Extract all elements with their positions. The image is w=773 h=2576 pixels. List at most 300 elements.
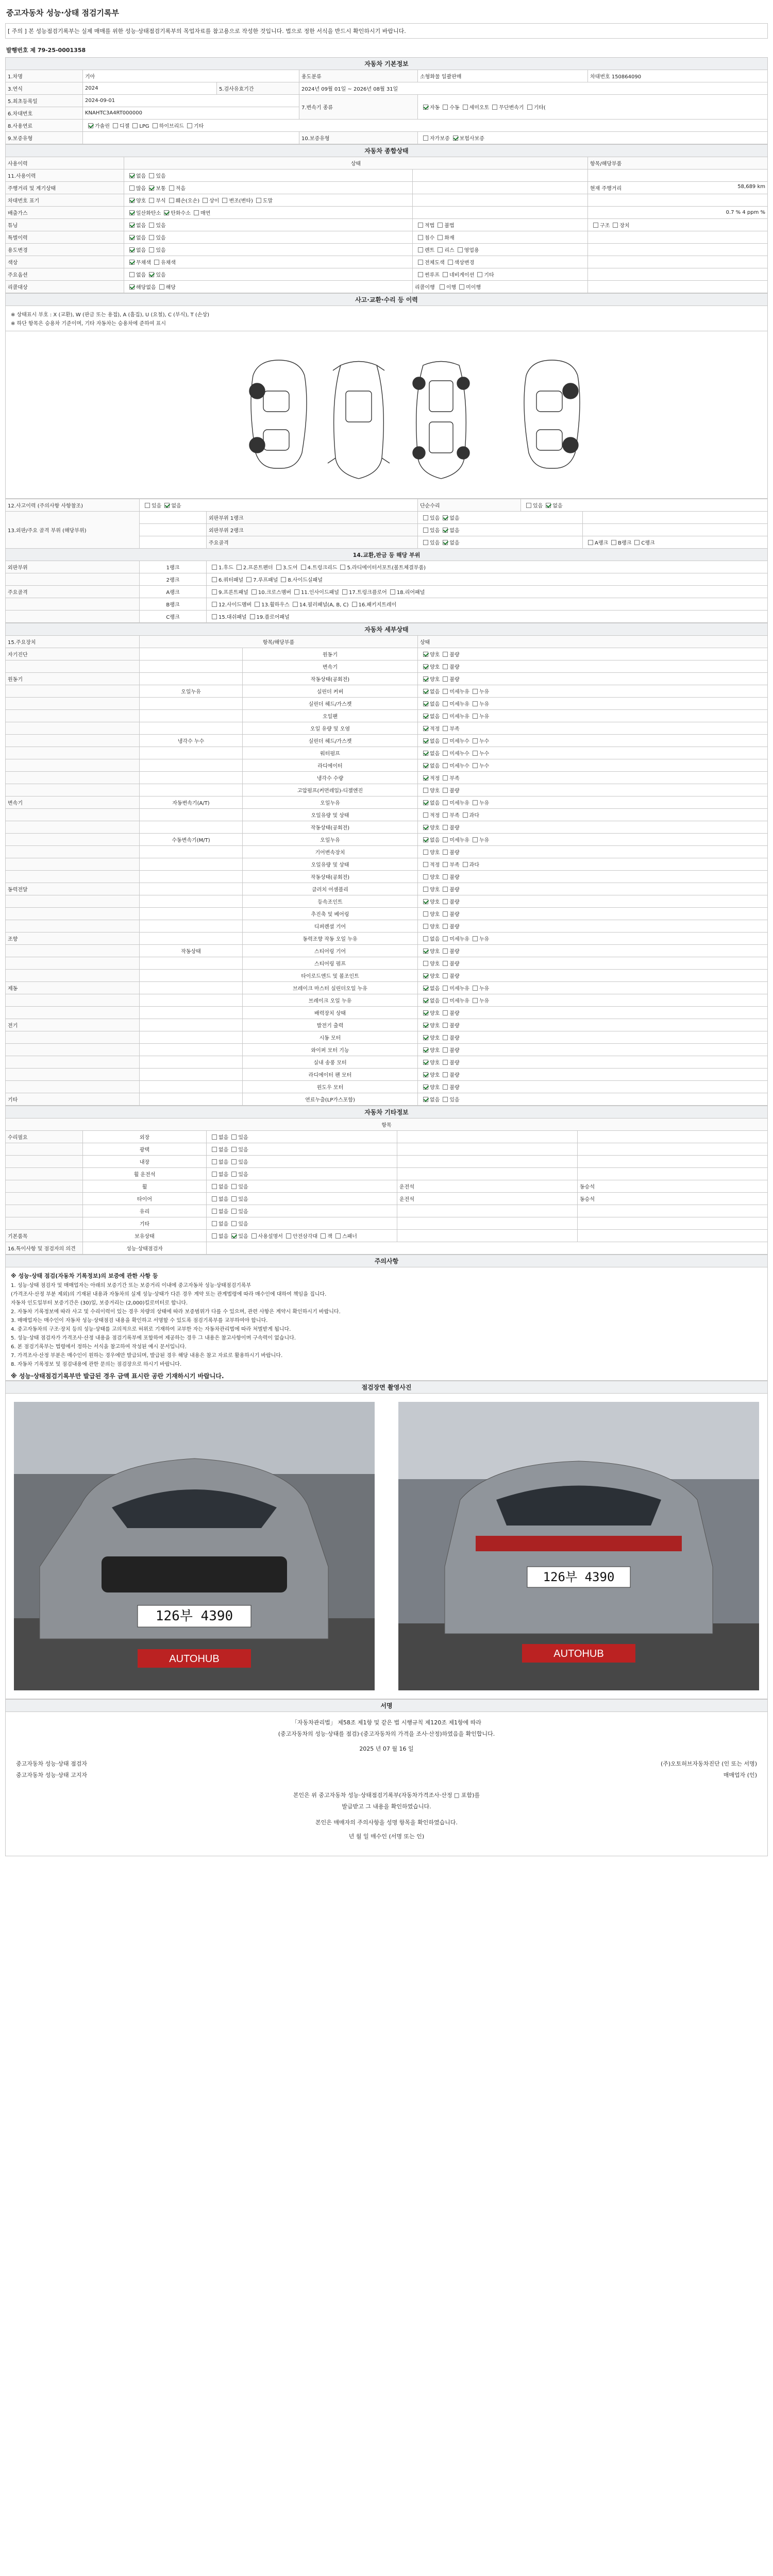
checkbox-option[interactable]: [420, 972, 440, 979]
checkbox-unchecked[interactable]: [443, 105, 448, 110]
checkbox-unchecked[interactable]: [423, 528, 428, 533]
checkbox-unchecked[interactable]: [443, 1097, 448, 1102]
checkbox-unchecked[interactable]: [440, 284, 445, 290]
checkbox-option[interactable]: [474, 270, 494, 278]
checkbox-option[interactable]: [440, 1071, 459, 1078]
checkbox-option[interactable]: [420, 103, 440, 111]
checkbox-checked[interactable]: [443, 528, 448, 533]
checkbox-option[interactable]: [317, 1232, 332, 1240]
checkbox-unchecked[interactable]: [169, 185, 174, 191]
checkbox-option[interactable]: [126, 233, 146, 241]
checkbox-option[interactable]: [233, 563, 273, 571]
checkbox-unchecked[interactable]: [423, 850, 428, 855]
checkbox-option[interactable]: [420, 1071, 440, 1078]
checkbox-option[interactable]: [420, 922, 440, 930]
checkbox-unchecked[interactable]: [443, 936, 448, 941]
checkbox-option[interactable]: [440, 860, 459, 868]
checkbox-option[interactable]: [349, 600, 397, 608]
checkbox-unchecked[interactable]: [212, 589, 217, 595]
checkbox-checked[interactable]: [423, 825, 428, 830]
checkbox-option[interactable]: [415, 246, 434, 253]
checkbox-option[interactable]: [199, 196, 219, 204]
checkbox-option[interactable]: [209, 1219, 228, 1227]
checkbox-option[interactable]: [440, 774, 459, 782]
checkbox-unchecked[interactable]: [231, 1159, 237, 1164]
checkbox-option[interactable]: [469, 761, 489, 769]
checkbox-unchecked[interactable]: [588, 540, 593, 545]
checkbox-unchecked[interactable]: [222, 198, 227, 203]
checkbox-option[interactable]: [142, 501, 161, 509]
checkbox-option[interactable]: [415, 233, 434, 241]
checkbox-unchecked[interactable]: [212, 1196, 217, 1201]
checkbox-checked[interactable]: [423, 1072, 428, 1077]
checkbox-unchecked[interactable]: [423, 862, 428, 867]
checkbox-unchecked[interactable]: [149, 235, 154, 240]
checkbox-unchecked[interactable]: [527, 105, 532, 110]
opinion-value[interactable]: [207, 1242, 768, 1255]
checkbox-option[interactable]: [420, 959, 440, 967]
checkbox-option[interactable]: [440, 663, 459, 670]
checkbox-unchecked[interactable]: [443, 899, 448, 904]
checkbox-unchecked[interactable]: [256, 198, 261, 203]
checkbox-option[interactable]: [440, 972, 459, 979]
checkbox-option[interactable]: [415, 258, 445, 266]
checkbox-option[interactable]: [420, 1009, 440, 1016]
checkbox-unchecked[interactable]: [418, 223, 423, 228]
checkbox-unchecked[interactable]: [443, 862, 448, 867]
checkbox-checked[interactable]: [129, 247, 135, 252]
checkbox-unchecked[interactable]: [212, 1221, 217, 1226]
checkbox-unchecked[interactable]: [212, 1209, 217, 1214]
checkbox-option[interactable]: [420, 134, 450, 142]
checkbox-option[interactable]: [420, 700, 440, 707]
checkbox-option[interactable]: [469, 799, 489, 806]
checkbox-checked[interactable]: [423, 837, 428, 842]
checkbox-unchecked[interactable]: [473, 714, 478, 719]
checkbox-checked[interactable]: [423, 1035, 428, 1040]
checkbox-unchecked[interactable]: [212, 1159, 217, 1164]
checkbox-option[interactable]: [420, 761, 440, 769]
checkbox-unchecked[interactable]: [443, 812, 448, 818]
checkbox-unchecked[interactable]: [231, 1147, 237, 1152]
checkbox-unchecked[interactable]: [293, 602, 298, 607]
checkbox-option[interactable]: [420, 935, 440, 942]
checkbox-option[interactable]: [420, 650, 440, 658]
checkbox-option[interactable]: [436, 283, 456, 291]
checkbox-unchecked[interactable]: [149, 247, 154, 252]
checkbox-unchecked[interactable]: [159, 284, 164, 290]
checkbox-option[interactable]: [209, 1195, 228, 1202]
checkbox-option[interactable]: [420, 873, 440, 880]
checkbox-unchecked[interactable]: [231, 1221, 237, 1226]
checkbox-unchecked[interactable]: [473, 800, 478, 805]
checkbox-option[interactable]: [228, 1158, 248, 1165]
checkbox-option[interactable]: [149, 122, 184, 129]
checkbox-checked[interactable]: [423, 726, 428, 731]
checkbox-unchecked[interactable]: [443, 738, 448, 743]
checkbox-checked[interactable]: [423, 689, 428, 694]
checkbox-option[interactable]: [415, 270, 440, 278]
checkbox-option[interactable]: [209, 1158, 228, 1165]
checkbox-option[interactable]: [420, 786, 440, 794]
checkbox-checked[interactable]: [88, 123, 93, 128]
checkbox-unchecked[interactable]: [231, 1134, 237, 1140]
checkbox-option[interactable]: [469, 712, 489, 720]
checkbox-option[interactable]: [523, 501, 543, 509]
checkbox-checked[interactable]: [164, 210, 169, 215]
checkbox-checked[interactable]: [129, 284, 135, 290]
checkbox-option[interactable]: [440, 724, 459, 732]
checkbox-unchecked[interactable]: [423, 961, 428, 966]
checkbox-unchecked[interactable]: [418, 272, 423, 277]
checkbox-unchecked[interactable]: [149, 198, 154, 203]
checkbox-unchecked[interactable]: [443, 1084, 448, 1090]
checkbox-option[interactable]: [440, 885, 459, 893]
checkbox-unchecked[interactable]: [443, 1060, 448, 1065]
checkbox-option[interactable]: [209, 600, 251, 608]
checkbox-option[interactable]: [146, 196, 165, 204]
checkbox-checked[interactable]: [129, 173, 135, 178]
checkbox-unchecked[interactable]: [153, 123, 158, 128]
checkbox-option[interactable]: [440, 650, 459, 658]
checkbox-option[interactable]: [126, 172, 146, 179]
checkbox-checked[interactable]: [423, 676, 428, 682]
checkbox-option[interactable]: [337, 563, 426, 571]
checkbox-option[interactable]: [420, 947, 440, 955]
checkbox-option[interactable]: [146, 172, 165, 179]
checkbox-option[interactable]: [440, 1033, 459, 1041]
checkbox-unchecked[interactable]: [459, 284, 464, 290]
checkbox-unchecked[interactable]: [443, 726, 448, 731]
checkbox-option[interactable]: [209, 563, 233, 571]
checkbox-option[interactable]: [445, 258, 475, 266]
checkbox-option[interactable]: [460, 103, 490, 111]
checkbox-unchecked[interactable]: [634, 540, 640, 545]
checkbox-option[interactable]: [440, 799, 469, 806]
checkbox-unchecked[interactable]: [231, 1209, 237, 1214]
checkbox-unchecked[interactable]: [443, 1072, 448, 1077]
checkbox-option[interactable]: [460, 860, 479, 868]
checkbox-checked[interactable]: [423, 800, 428, 805]
checkbox-unchecked[interactable]: [443, 664, 448, 669]
checkbox-checked[interactable]: [149, 272, 154, 277]
checkbox-checked[interactable]: [423, 1097, 428, 1102]
checkbox-unchecked[interactable]: [212, 1233, 217, 1239]
checkbox-option[interactable]: [420, 1083, 440, 1091]
checkbox-unchecked[interactable]: [473, 751, 478, 756]
checkbox-option[interactable]: [110, 122, 129, 129]
checkbox-unchecked[interactable]: [443, 272, 448, 277]
checkbox-option[interactable]: [228, 1232, 248, 1240]
checkbox-unchecked[interactable]: [231, 1196, 237, 1201]
checkbox-option[interactable]: [251, 600, 290, 608]
checkbox-option[interactable]: [440, 712, 469, 720]
checkbox-checked[interactable]: [149, 185, 154, 191]
checkbox-option[interactable]: [415, 221, 434, 229]
checkbox-unchecked[interactable]: [423, 936, 428, 941]
checkbox-unchecked[interactable]: [443, 998, 448, 1003]
checkbox-checked[interactable]: [423, 1084, 428, 1090]
checkbox-option[interactable]: [126, 184, 146, 192]
checkbox-unchecked[interactable]: [473, 986, 478, 991]
checkbox-option[interactable]: [440, 935, 469, 942]
checkbox-checked[interactable]: [443, 515, 448, 520]
checkbox-option[interactable]: [469, 687, 489, 695]
checkbox-option[interactable]: [420, 823, 440, 831]
checkbox-checked[interactable]: [129, 223, 135, 228]
checkbox-unchecked[interactable]: [187, 123, 192, 128]
checkbox-option[interactable]: [146, 246, 165, 253]
checkbox-option[interactable]: [420, 984, 440, 992]
checkbox-option[interactable]: [456, 283, 481, 291]
checkbox-option[interactable]: [434, 221, 454, 229]
checkbox-unchecked[interactable]: [443, 800, 448, 805]
checkbox-option[interactable]: [440, 823, 459, 831]
checkbox-unchecked[interactable]: [212, 614, 217, 619]
checkbox-option[interactable]: [209, 1182, 228, 1190]
checkbox-unchecked[interactable]: [463, 862, 468, 867]
checkbox-unchecked[interactable]: [246, 577, 251, 582]
checkbox-option[interactable]: [126, 209, 161, 216]
checkbox-option[interactable]: [420, 897, 440, 905]
checkbox-option[interactable]: [126, 270, 146, 278]
checkbox-checked[interactable]: [129, 198, 135, 203]
checkbox-option[interactable]: [440, 984, 469, 992]
checkbox-option[interactable]: [228, 1219, 248, 1227]
checkbox-option[interactable]: [440, 538, 459, 546]
checkbox-option[interactable]: [440, 700, 469, 707]
checkbox-option[interactable]: [273, 563, 298, 571]
checkbox-option[interactable]: [228, 1145, 248, 1153]
checkbox-checked[interactable]: [453, 135, 458, 141]
checkbox-option[interactable]: [209, 575, 243, 583]
checkbox-unchecked[interactable]: [443, 887, 448, 892]
checkbox-unchecked[interactable]: [212, 577, 217, 582]
checkbox-option[interactable]: [209, 1170, 228, 1178]
checkbox-option[interactable]: [543, 501, 562, 509]
checkbox-unchecked[interactable]: [194, 210, 199, 215]
checkbox-option[interactable]: [228, 1195, 248, 1202]
checkbox-unchecked[interactable]: [458, 247, 463, 252]
checkbox-unchecked[interactable]: [443, 973, 448, 978]
checkbox-unchecked[interactable]: [443, 874, 448, 879]
checkbox-option[interactable]: [283, 1232, 317, 1240]
checkbox-option[interactable]: [420, 663, 440, 670]
checkbox-option[interactable]: [420, 848, 440, 856]
checkbox-option[interactable]: [161, 209, 191, 216]
checkbox-option[interactable]: [209, 1232, 228, 1240]
checkbox-unchecked[interactable]: [390, 589, 395, 595]
checkbox-option[interactable]: [126, 196, 146, 204]
checkbox-option[interactable]: [469, 700, 489, 707]
checkbox-unchecked[interactable]: [473, 689, 478, 694]
checkbox-option[interactable]: [228, 1170, 248, 1178]
checkbox-option[interactable]: [585, 538, 608, 546]
checkbox-unchecked[interactable]: [113, 123, 118, 128]
checkbox-option[interactable]: [126, 246, 146, 253]
checkbox-option[interactable]: [434, 233, 454, 241]
checkbox-option[interactable]: [440, 1021, 459, 1029]
checkbox-option[interactable]: [420, 749, 440, 757]
checkbox-option[interactable]: [440, 270, 474, 278]
checkbox-unchecked[interactable]: [418, 260, 423, 265]
checkbox-option[interactable]: [420, 1046, 440, 1054]
checkbox-option[interactable]: [610, 221, 629, 229]
checkbox-option[interactable]: [420, 1058, 440, 1066]
checkbox-unchecked[interactable]: [423, 135, 428, 141]
checkbox-option[interactable]: [420, 724, 440, 732]
checkbox-checked[interactable]: [423, 948, 428, 954]
checkbox-option[interactable]: [440, 749, 469, 757]
checkbox-option[interactable]: [440, 687, 469, 695]
checkbox-unchecked[interactable]: [335, 1233, 341, 1239]
checkbox-checked[interactable]: [423, 775, 428, 781]
checkbox-option[interactable]: [469, 836, 489, 843]
checkbox-unchecked[interactable]: [492, 105, 497, 110]
checkbox-unchecked[interactable]: [438, 235, 443, 240]
checkbox-option[interactable]: [469, 737, 489, 744]
checkbox-unchecked[interactable]: [593, 223, 598, 228]
checkbox-unchecked[interactable]: [477, 272, 482, 277]
checkbox-unchecked[interactable]: [611, 540, 616, 545]
checkbox-option[interactable]: [440, 514, 459, 521]
checkbox-option[interactable]: [248, 588, 291, 596]
checkbox-unchecked[interactable]: [423, 924, 428, 929]
checkbox-option[interactable]: [228, 1133, 248, 1141]
checkbox-unchecked[interactable]: [423, 887, 428, 892]
checkbox-option[interactable]: [420, 737, 440, 744]
checkbox-unchecked[interactable]: [443, 948, 448, 954]
checkbox-option[interactable]: [420, 1095, 440, 1103]
checkbox-option[interactable]: [420, 526, 440, 534]
checkbox-checked[interactable]: [423, 998, 428, 1003]
checkbox-unchecked[interactable]: [473, 763, 478, 768]
checkbox-option[interactable]: [146, 233, 165, 241]
checkbox-unchecked[interactable]: [443, 825, 448, 830]
checkbox-option[interactable]: [440, 848, 459, 856]
checkbox-option[interactable]: [278, 575, 323, 583]
checkbox-option[interactable]: [440, 897, 459, 905]
checkbox-unchecked[interactable]: [443, 1010, 448, 1015]
checkbox-option[interactable]: [209, 1207, 228, 1215]
checkbox-option[interactable]: [209, 613, 247, 620]
checkbox-unchecked[interactable]: [443, 911, 448, 917]
checkbox-option[interactable]: [440, 1046, 459, 1054]
checkbox-option[interactable]: [420, 910, 440, 918]
checkbox-option[interactable]: [440, 910, 459, 918]
checkbox-option[interactable]: [248, 1232, 283, 1240]
checkbox-checked[interactable]: [423, 1023, 428, 1028]
checkbox-option[interactable]: [387, 588, 425, 596]
checkbox-unchecked[interactable]: [443, 714, 448, 719]
checkbox-unchecked[interactable]: [473, 701, 478, 706]
checkbox-unchecked[interactable]: [203, 198, 208, 203]
checkbox-unchecked[interactable]: [212, 565, 217, 570]
checkbox-option[interactable]: [166, 196, 199, 204]
checkbox-unchecked[interactable]: [423, 874, 428, 879]
checkbox-option[interactable]: [440, 873, 459, 880]
checkbox-unchecked[interactable]: [448, 260, 453, 265]
checkbox-option[interactable]: [440, 786, 459, 794]
checkbox-unchecked[interactable]: [212, 602, 217, 607]
checkbox-option[interactable]: [440, 1095, 459, 1103]
checkbox-checked[interactable]: [423, 751, 428, 756]
checkbox-unchecked[interactable]: [423, 788, 428, 793]
checkbox-unchecked[interactable]: [237, 565, 242, 570]
checkbox-unchecked[interactable]: [212, 1134, 217, 1140]
checkbox-unchecked[interactable]: [212, 1147, 217, 1152]
checkbox-unchecked[interactable]: [443, 924, 448, 929]
checkbox-unchecked[interactable]: [294, 589, 299, 595]
checkbox-unchecked[interactable]: [443, 850, 448, 855]
checkbox-option[interactable]: [420, 811, 440, 819]
checkbox-checked[interactable]: [129, 260, 135, 265]
checkbox-unchecked[interactable]: [321, 1233, 326, 1239]
checkbox-unchecked[interactable]: [169, 198, 174, 203]
checkbox-option[interactable]: [184, 122, 204, 129]
checkbox-checked[interactable]: [423, 652, 428, 657]
checkbox-unchecked[interactable]: [145, 503, 150, 508]
checkbox-unchecked[interactable]: [423, 515, 428, 520]
checkbox-option[interactable]: [631, 538, 654, 546]
checkbox-unchecked[interactable]: [443, 1023, 448, 1028]
checkbox-unchecked[interactable]: [473, 998, 478, 1003]
checkbox-unchecked[interactable]: [352, 602, 357, 607]
checkbox-option[interactable]: [420, 675, 440, 683]
checkbox-option[interactable]: [420, 538, 440, 546]
checkbox-unchecked[interactable]: [613, 223, 618, 228]
checkbox-option[interactable]: [440, 1058, 459, 1066]
checkbox-unchecked[interactable]: [443, 961, 448, 966]
checkbox-unchecked[interactable]: [443, 701, 448, 706]
checkbox-option[interactable]: [434, 246, 454, 253]
checkbox-option[interactable]: [440, 761, 469, 769]
checkbox-option[interactable]: [209, 1133, 228, 1141]
checkbox-option[interactable]: [420, 687, 440, 695]
checkbox-option[interactable]: [151, 258, 176, 266]
checkbox-option[interactable]: [420, 996, 440, 1004]
checkbox-unchecked[interactable]: [423, 812, 428, 818]
checkbox-checked[interactable]: [423, 664, 428, 669]
checkbox-checked[interactable]: [546, 503, 551, 508]
checkbox-unchecked[interactable]: [276, 565, 281, 570]
checkbox-unchecked[interactable]: [342, 589, 347, 595]
checkbox-option[interactable]: [420, 1021, 440, 1029]
checkbox-unchecked[interactable]: [443, 986, 448, 991]
checkbox-option[interactable]: [450, 134, 484, 142]
checkbox-option[interactable]: [440, 526, 459, 534]
checkbox-unchecked[interactable]: [149, 173, 154, 178]
checkbox-unchecked[interactable]: [473, 738, 478, 743]
checkbox-option[interactable]: [420, 799, 440, 806]
checkbox-checked[interactable]: [423, 105, 428, 110]
checkbox-option[interactable]: [440, 1009, 459, 1016]
checkbox-unchecked[interactable]: [443, 1047, 448, 1053]
checkbox-unchecked[interactable]: [255, 602, 260, 607]
checkbox-option[interactable]: [469, 996, 489, 1004]
checkbox-checked[interactable]: [423, 1047, 428, 1053]
checkbox-unchecked[interactable]: [473, 837, 478, 842]
checkbox-option[interactable]: [469, 749, 489, 757]
checkbox-unchecked[interactable]: [418, 235, 423, 240]
checkbox-unchecked[interactable]: [251, 1233, 257, 1239]
checkbox-unchecked[interactable]: [526, 503, 531, 508]
checkbox-option[interactable]: [291, 588, 339, 596]
checkbox-unchecked[interactable]: [473, 936, 478, 941]
checkbox-unchecked[interactable]: [286, 1233, 291, 1239]
checkbox-option[interactable]: [166, 184, 186, 192]
checkbox-option[interactable]: [339, 588, 387, 596]
